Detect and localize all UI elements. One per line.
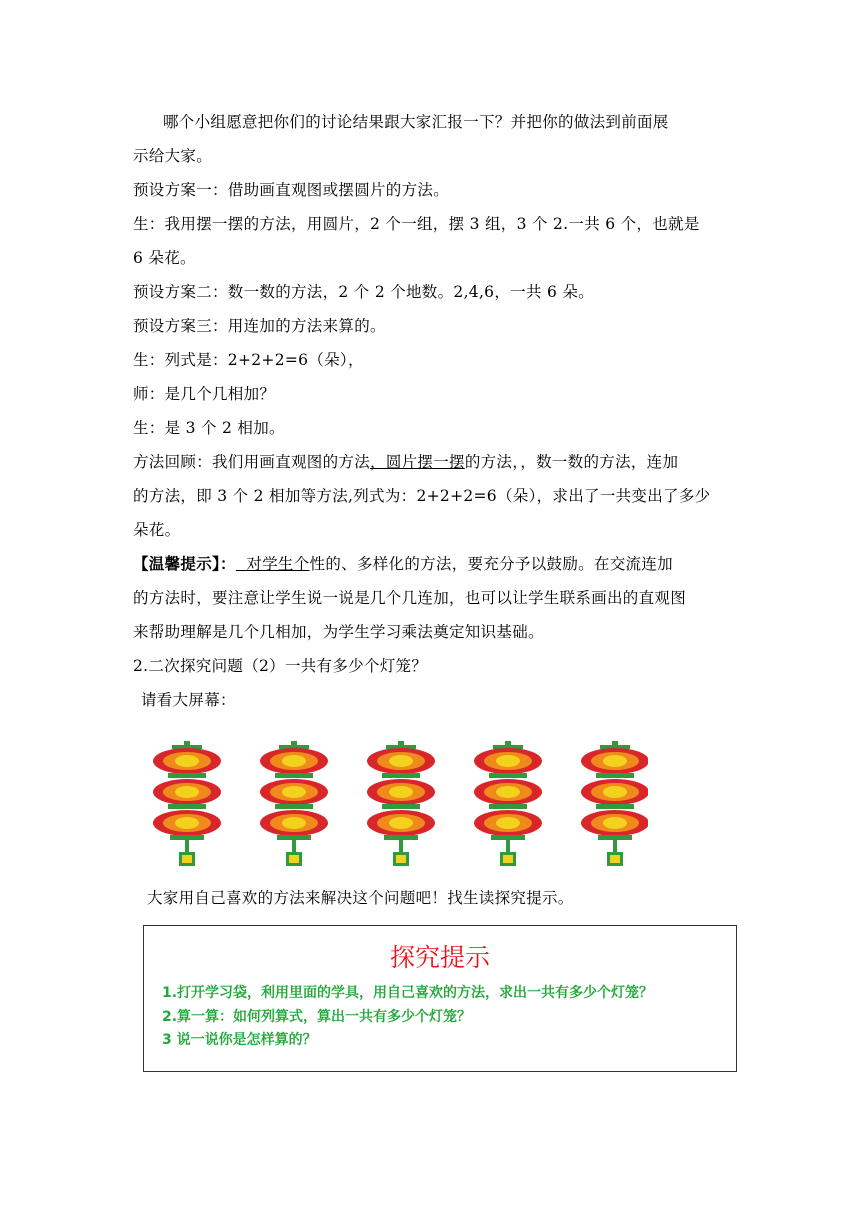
text-run: 的方法，，数一数的方法，连加 bbox=[464, 453, 679, 471]
lanterns-image bbox=[148, 738, 648, 870]
paragraph-line bbox=[133, 452, 678, 472]
text-run: 方法回顾：我们用画直观图的方法 bbox=[133, 453, 371, 471]
paragraph-line bbox=[133, 554, 673, 574]
paragraph-line: 示给大家。 bbox=[133, 147, 213, 165]
underlined-text: ，圆片摆一摆 bbox=[370, 453, 465, 471]
paragraph-line: 的方法，即 3 个 2 相加等方法,列式为：2+2+2=6（朵），求出了一共变出了多少 bbox=[133, 487, 711, 505]
tip-item: 3 说一说你是怎样算的？ bbox=[162, 1032, 317, 1048]
text-run: 性的、多样化的方法，要充分予以鼓励。在交流连加 bbox=[309, 555, 673, 573]
paragraph-line: 的方法时，要注意让学生说一说是几个几连加，也可以让学生联系画出的直观图 bbox=[133, 589, 687, 607]
paragraph-line: 生：列式是：2+2+2=6（朵）， bbox=[133, 351, 364, 369]
paragraph-line: 2.二次探究问题（2）一共有多少个灯笼？ bbox=[133, 657, 428, 675]
tip-box-title: 探究提示 bbox=[389, 943, 490, 972]
paragraph-line: 朵花。 bbox=[133, 521, 181, 539]
lantern-string bbox=[260, 741, 328, 866]
paragraph-line: 预设方案三：用连加的方法来算的。 bbox=[133, 317, 386, 335]
paragraph-line: 预设方案二：数一数的方法，2 个 2 个地数。2,4,6，一共 6 朵。 bbox=[133, 283, 594, 301]
paragraph-line: 请看大屏幕： bbox=[141, 691, 236, 709]
paragraph-line: 6 朵花。 bbox=[133, 249, 196, 267]
paragraph-line: 预设方案一：借助画直观图或摆圆片的方法。 bbox=[133, 181, 450, 199]
tip-label: 【温馨提示】： bbox=[133, 554, 236, 573]
lantern-string bbox=[581, 741, 648, 866]
paragraph-line: 哪个小组愿意把你们的讨论结果跟大家汇报一下？并把你的做法到前面展 bbox=[163, 113, 669, 131]
lantern-string bbox=[367, 741, 435, 866]
tip-item: 1.打开学习袋，利用里面的学具，用自己喜欢的方法，求出一共有多少个灯笼？ bbox=[162, 985, 654, 1001]
tip-item: 2.算一算：如何列算式，算出一共有多少个灯笼？ bbox=[162, 1009, 472, 1025]
underlined-text: 对学生个 bbox=[235, 555, 310, 573]
paragraph-line: 来帮助理解是几个几相加，为学生学习乘法奠定知识基础。 bbox=[133, 623, 544, 641]
lantern-string bbox=[153, 741, 221, 866]
paragraph-line: 大家用自己喜欢的方法来解决这个问题吧！找生读探究提示。 bbox=[147, 889, 574, 907]
paragraph-line: 师：是几个几相加？ bbox=[133, 385, 276, 403]
paragraph-line: 生：我用摆一摆的方法，用圆片，2 个一组，摆 3 组，3 个 2.一共 6 个，也就是 bbox=[133, 215, 700, 233]
tip-box bbox=[143, 925, 737, 1072]
lantern-string bbox=[474, 741, 542, 866]
paragraph-line: 生：是 3 个 2 相加。 bbox=[133, 419, 285, 437]
